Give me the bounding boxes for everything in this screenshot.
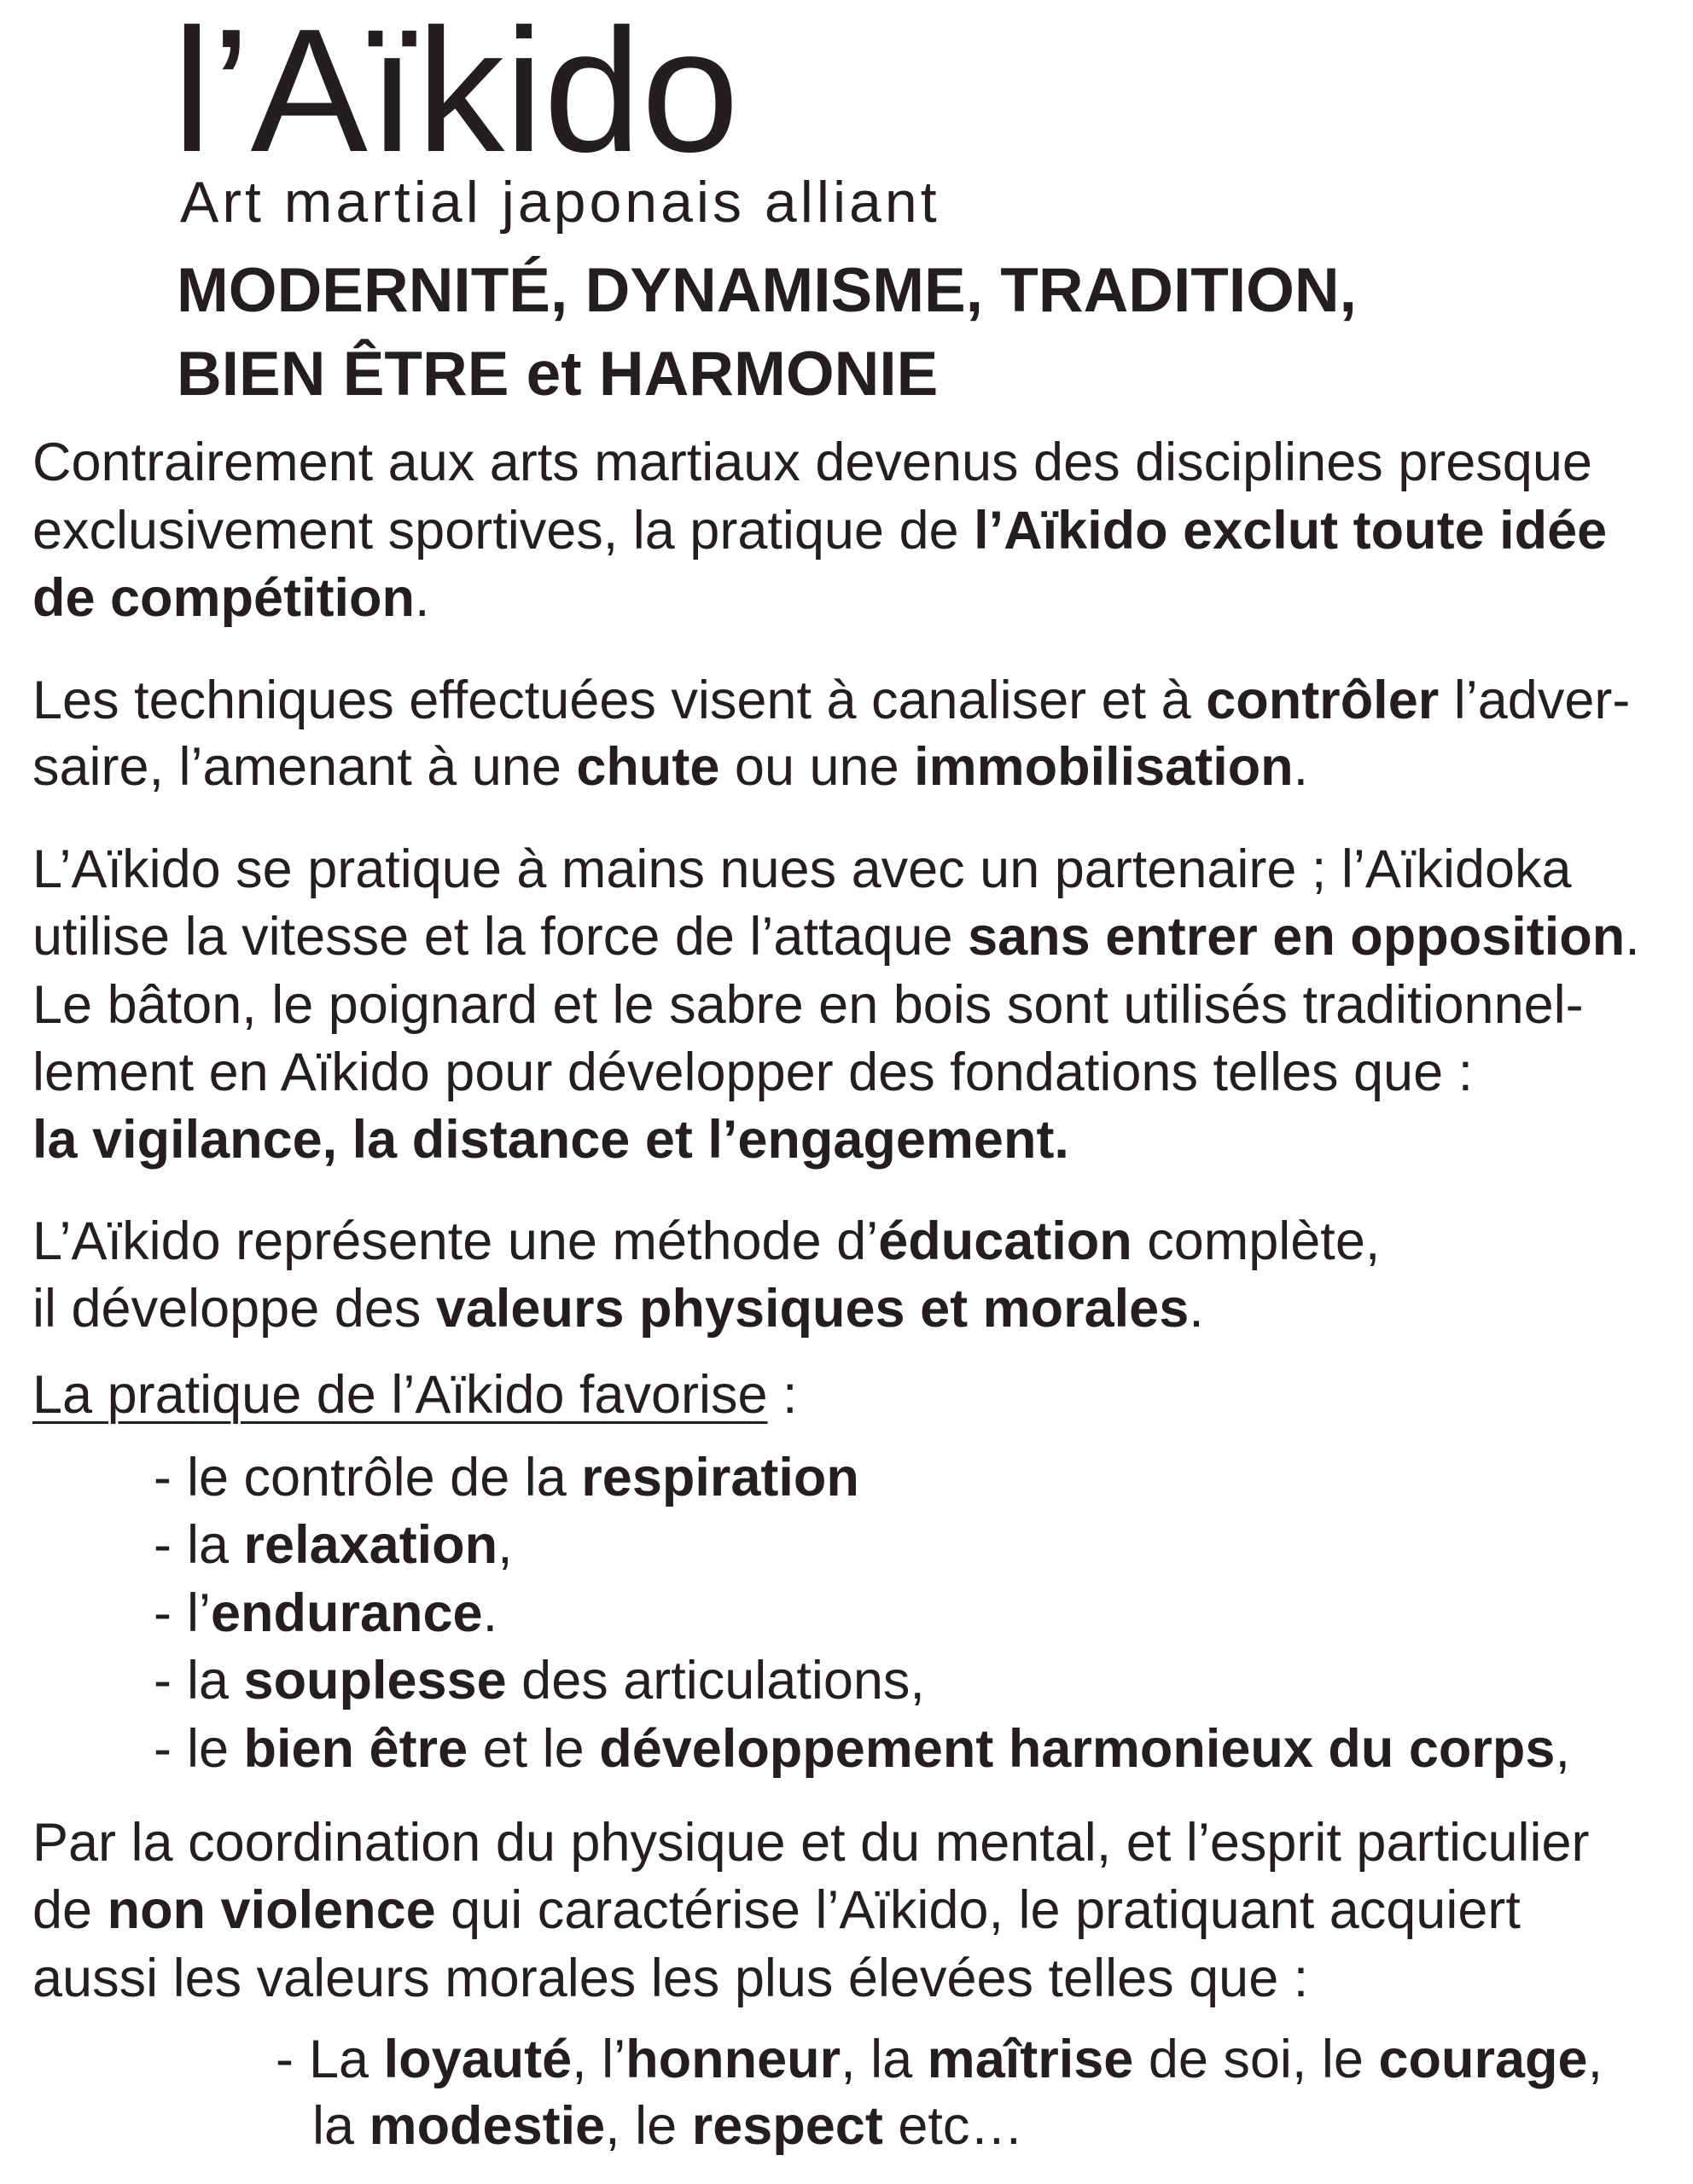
text-segment: exclusivement sportives, la pratique de [32,501,974,561]
text-segment: le [186,1719,244,1779]
underlined-heading: La pratique de l’Aïkido favorise [32,1365,768,1425]
list-item [154,1715,1570,1783]
bold-text: maîtrise [927,2030,1134,2089]
keywords-line: MODERNITÉ, DYNAMISME, TRADITION, [177,256,1357,325]
bold-text: l’Aïkido exclut toute idée [974,501,1608,561]
text-segment: , la [841,2030,928,2089]
text-segment: Contrairement aux arts martiaux devenus des disciplines presque [32,433,1592,492]
paragraph-line [32,564,430,632]
bold-text: immobilisation [914,737,1294,797]
bold-text: courage [1378,2030,1588,2089]
text-segment: la [186,1515,244,1575]
bold-text: modestie [369,2096,606,2156]
bold-text: endurance [210,1583,483,1643]
keywords-line: BIEN ÊTRE et HARMONIE [177,340,939,409]
paragraph-line [32,903,1640,971]
bold-text: honneur [625,2030,841,2089]
text-segment: Les techniques effectuées visent à canaliser et à [32,671,1207,730]
bullet-dash: - [154,1448,172,1507]
paragraph-line [32,428,1592,497]
bold-text: bien être [243,1719,468,1779]
bold-text: non violence [107,1880,436,1940]
text-segment: il développe des [32,1279,436,1339]
bullet-dash: - [154,1719,172,1779]
bullet-dash: - [276,2030,294,2089]
bullet-dash: - [154,1515,172,1575]
paragraph-line [32,1876,1521,1944]
list-item [154,1579,497,1647]
text-segment: et le [468,1719,600,1779]
text-segment: L’Aïkido se pratique à mains nues avec un partenaire ; l’Aïkidoka [32,839,1572,899]
text-segment: l’ [186,1583,211,1643]
bold-text: valeurs physiques et morales [435,1279,1190,1339]
paragraph-line [32,971,1584,1039]
bold-text: éducation [878,1211,1132,1271]
list-item [154,1511,513,1579]
bold-text: respect [691,2096,883,2156]
text-segment: . [1625,907,1640,967]
text-segment: complète, [1132,1211,1381,1271]
text-segment: de [32,1880,108,1940]
bold-text: souplesse [243,1651,507,1711]
text-segment: etc… [882,2096,1024,2156]
text-segment: utilise la vitesse et la force de l’attaque [32,907,969,967]
bold-text: sans entrer en opposition [968,907,1626,967]
tagline: Art martial japonais alliant [180,170,940,235]
bold-text: relaxation [243,1515,498,1575]
list-item [276,2025,1603,2094]
text-segment: Le bâton, le poignard et le sabre en bois sont utilisés traditionnel- [32,975,1584,1035]
paragraph-line [32,1275,1204,1343]
text-segment: Par la coordination du physique et du mental, et l’esprit particulier [32,1813,1590,1873]
text-segment: de soi, le [1133,2030,1379,2089]
paragraph-line [32,835,1572,903]
bold-text: chute [576,737,720,797]
paragraph-line [32,1207,1380,1275]
bold-text: loyauté [383,2030,573,2089]
paragraph-line [32,1944,1308,2013]
text-segment: aussi les valeurs morales les plus élevées telles que : [32,1949,1309,2008]
bullet-dash: - [154,1583,172,1643]
text-segment: , [1587,2030,1603,2089]
paragraph-line [32,733,1308,801]
text-segment: . [415,568,430,628]
paragraph-line [32,497,1607,565]
text-segment: l’adver- [1439,671,1631,730]
list-item [154,1647,925,1715]
text-segment: ou une [719,737,915,797]
paragraph-line [32,1038,1473,1107]
bold-text: de compétition [32,568,416,628]
text-segment: . [482,1583,498,1643]
text-segment: , l’ [572,2030,626,2089]
list-item [154,1443,859,1512]
text-segment: des articulations, [506,1651,925,1711]
text-segment: saire, l’amenant à une [32,737,577,797]
text-segment: , [1555,1719,1570,1779]
text-segment: La [308,2030,384,2089]
page-title: l’Aïkido [172,0,740,189]
bold-text: respiration [581,1448,859,1507]
text-segment: lement en Aïkido pour développer des fondations telles que : [32,1043,1474,1102]
text-segment: : [767,1365,798,1425]
text-segment: la [312,2096,369,2156]
text-segment: , [497,1515,513,1575]
bold-text: développement harmonieux du corps [599,1719,1556,1779]
bold-text: la vigilance, la distance et l’engagement. [32,1110,1069,1170]
bullet-dash: - [154,1651,172,1711]
list-item-continuation [312,2092,1023,2160]
benefits-heading [32,1361,798,1429]
text-segment: . [1293,737,1309,797]
bold-text: contrôler [1206,671,1440,730]
paragraph-line [32,1106,1069,1174]
text-segment: qui caractérise l’Aïkido, le pratiquant acquiert [435,1880,1521,1940]
paragraph-line [32,1809,1590,1877]
text-segment: le contrôle de la [186,1448,582,1507]
text-segment: la [186,1651,244,1711]
paragraph-line [32,666,1630,735]
text-segment: L’Aïkido représente une méthode d’ [32,1211,879,1271]
text-segment: , le [605,2096,692,2156]
text-segment: . [1189,1279,1204,1339]
